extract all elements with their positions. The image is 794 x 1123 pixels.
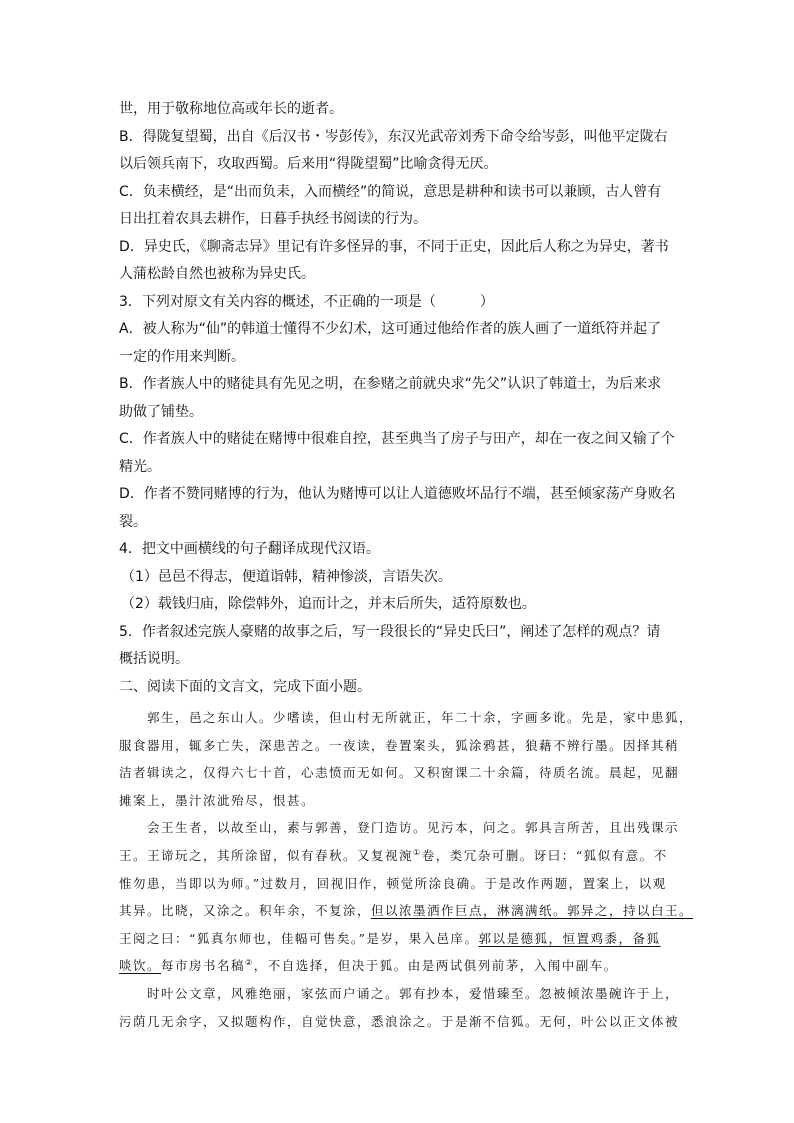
passage-line: 时叶公文章，风雅绝丽，家弦而户诵之。郭有抄本，爱惜臻至。忽被倾浓墨碗许于上， [147,985,680,1001]
option-d-line: D．异史氏，《聊斋志异》里记有许多怪异的事，不同于正史，因此后人称之为异史，著书 [119,238,669,255]
option-d-line: D．作者不赞同赌博的行为，他认为赌博可以让人道德败坏品行不端，甚至倾家荡产身败名 [119,486,676,502]
section-2-title: 二、阅读下面的文言文，完成下面小题。 [119,678,371,695]
passage-line [119,842,679,870]
passage-text: 王。王谛玩之，其所涂留，似有春秋。又复视涴 [119,847,414,863]
passage-text: 卷，类冗杂可删。讶曰：“狐似有意。不 [421,847,668,863]
option-line: 一定的作用来判断。 [119,348,245,365]
passage-line: 惟勿患，当即以为师。”过数月，回视旧作，顿觉所涂良确。于是改作两题，置案上，以观 [119,875,667,891]
passage-line: 洁者辑读之，仅得六七十首，心恚愤而无如何。又积窗课二十余篇，待质名流。晨起，见翻 [119,765,680,781]
passage-line: 污荫几无余字，又拟题构作，自觉快意，悉浪涂之。于是渐不信狐。无何，叶公以正文体被 [119,1013,680,1029]
question-5-line: 5．作者叙述完族人豪赌的故事之后，写一段很长的“异史氏曰”，阐述了怎样的观点？请 [119,623,661,640]
passage-line: 服食器用，辄多亡失，深患苦之。一夜读，卷置案头，狐涂鸦甚，狼藉不辨行墨。因择其稍 [119,737,680,753]
option-b-line: B．得陇复望蜀，出自《后汉书・岑彭传》，东汉光武帝刘秀下命令给岑彭，叫他平定陇右 [119,128,668,145]
option-line: 以后领兵南下，攻取西蜀。后来用“得陇望蜀”比喻贪得无厌。 [119,156,498,172]
option-c-line: C．作者族人中的赌徒在赌博中很难自控，甚至典当了房子与田产，却在一夜之间又输了个 [119,431,675,447]
option-a-line: A．被人称为“仙”的韩道士懂得不少幻术，这可通过他给作者的族人画了一道纸符并起了 [119,321,662,337]
question-4-stem: 4．把文中画横线的句子翻译成现代汉语。 [119,541,380,557]
question-3-text: 3．下列对原文有关内容的概述，不正确的一项是（ [119,293,436,310]
underlined-sentence: 啖饮。 [119,958,162,974]
passage-text: 王阅之曰：“狐真尔师也，佳幅可售矣。”是岁，果入邑庠。 [119,930,479,946]
option-line: 日出扛着农具去耕作，日暮手执经书阅读的行为。 [119,211,427,227]
passage-line [119,925,679,953]
option-line: 人蒲松龄自然也被称为异史氏。 [119,266,315,282]
option-b-line: B．作者族人中的赌徒具有先见之明，在参赌之前就央求“先父”认识了韩道士，为后来求 [119,376,662,392]
question-4 [119,536,679,619]
underlined-sentence: 但以浓墨洒作巨点，淋漓满纸。郭异之，持以白王。 [371,903,694,919]
option-line: 裂。 [119,513,147,530]
passage-text: 其异。比晓，又涂之。积年余，不复涂， [119,903,372,919]
question-5 [119,619,679,674]
footnote-marker: ② [245,958,254,968]
option-line: 世，用于敬称地位高或年长的逝者。 [119,101,343,117]
underlined-sentence: 郭以是德狐，恒置鸡黍，备狐 [478,930,661,946]
passage-line: 会王生者，以故至山，素与郭善，登门造访。见污本，问之。郭具言所苦，且出残课示 [147,820,680,836]
footnote-marker: ① [413,847,422,857]
question-4-sentence-2: （2）载钱归庙，除偿韩外，追而计之，并末后所失，适符原数也。 [121,596,536,612]
passage-line: 摊案上，墨汁浓泚殆尽，恨甚。 [119,792,316,808]
question-3-stem [119,289,679,317]
question-2-options [119,96,679,289]
document-page [119,96,694,1035]
passage-line [119,952,679,980]
option-c-line: C．负耒横经，是“出而负耒，入而横经”的简说，意思是耕种和读书可以兼顾，古人曾有 [119,183,662,200]
passage-text: ，不自选择，但决于狐。由是两试俱列前茅，入闱中副车。 [253,958,618,974]
passage-line: 郭生，邑之东山人。少嗜读，但山村无所就正，年二十余，字画多讹。先是，家中患狐， [147,710,694,725]
option-line: 精光。 [119,458,161,475]
passage-text: 每市房书名稿 [161,958,246,974]
option-line: 助做了铺垫。 [119,403,203,420]
question-3-close: ） [479,293,494,310]
classical-passage [119,704,694,1035]
question-3 [119,289,679,537]
passage-line [119,897,694,925]
question-4-sentence-1: （1）邑邑不得志，便道诣韩，精神惨淡，言语失次。 [121,568,452,585]
question-5-line: 概括说明。 [119,651,189,667]
